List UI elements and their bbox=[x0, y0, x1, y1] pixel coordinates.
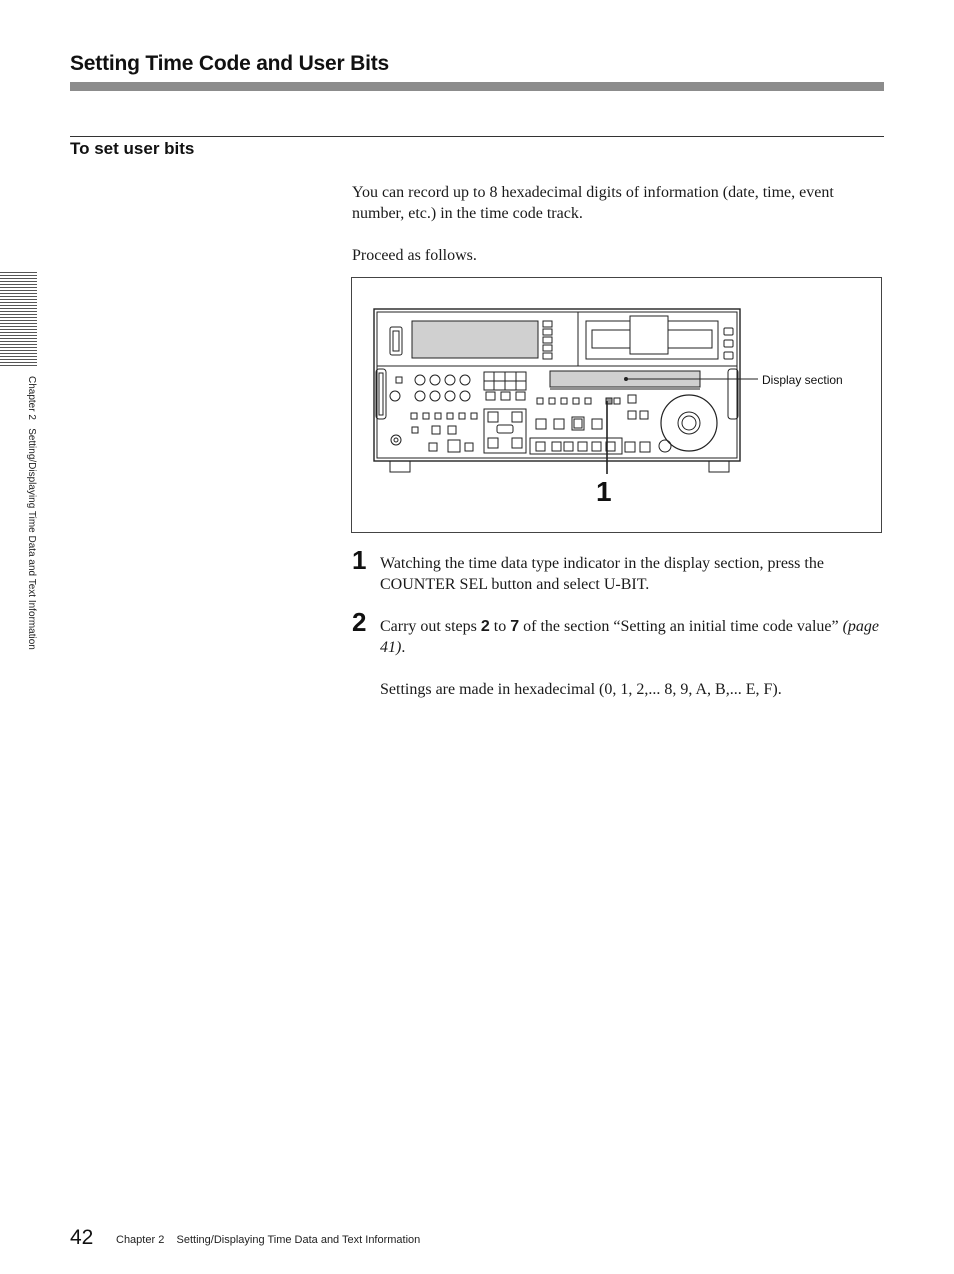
proceed-text: Proceed as follows. bbox=[352, 247, 477, 264]
lcd-panel bbox=[412, 321, 538, 358]
header-bar bbox=[70, 82, 884, 91]
step-2-note: Settings are made in hexadecimal (0, 1, 2,... 8, 9, A, B,... E, F). bbox=[380, 681, 782, 698]
step-2-ref-start: 2 bbox=[480, 618, 490, 635]
footer-chapter-caption: Chapter 2 Setting/Displaying Time Data and Text Information bbox=[116, 1234, 421, 1246]
step-2-number: 2 bbox=[352, 607, 367, 637]
step-2-text-end: . bbox=[401, 639, 406, 656]
figure-step-marker: 1 bbox=[596, 476, 612, 507]
chapter-tab bbox=[0, 272, 37, 366]
section-title: To set user bits bbox=[70, 139, 195, 158]
intro-paragraph: You can record up to 8 hexadecimal digits of information (date, time, event number, etc.) in the time code track. bbox=[352, 184, 834, 222]
device-foot-left bbox=[390, 460, 410, 472]
step-2-ref-end: 7 bbox=[510, 618, 520, 635]
sidebar-chapter-caption: Chapter 2 Setting/Displaying Time Data and Text Information bbox=[26, 376, 37, 650]
step-2-text-mid: to bbox=[489, 618, 511, 635]
step-1-text: Watching the time data type indicator in the display section, press the COUNTER SEL button and select U-BIT. bbox=[380, 555, 824, 593]
section-divider bbox=[70, 136, 884, 137]
device-figure bbox=[351, 277, 882, 533]
step-2-page-link[interactable]: (page 41) bbox=[380, 618, 880, 656]
page-number: 42 bbox=[70, 1226, 94, 1249]
cassette-door bbox=[630, 316, 668, 354]
step-2-text-before: Carry out steps bbox=[380, 618, 481, 635]
display-section-label: Display section bbox=[762, 373, 843, 387]
step-2-text bbox=[380, 616, 880, 658]
step-2-text-after: of the section “Setting an initial time code value” bbox=[519, 618, 843, 635]
step-1-number: 1 bbox=[352, 545, 367, 575]
page-title: Setting Time Code and User Bits bbox=[70, 52, 389, 75]
device-foot-right bbox=[709, 460, 729, 472]
device-illustration bbox=[352, 278, 883, 534]
